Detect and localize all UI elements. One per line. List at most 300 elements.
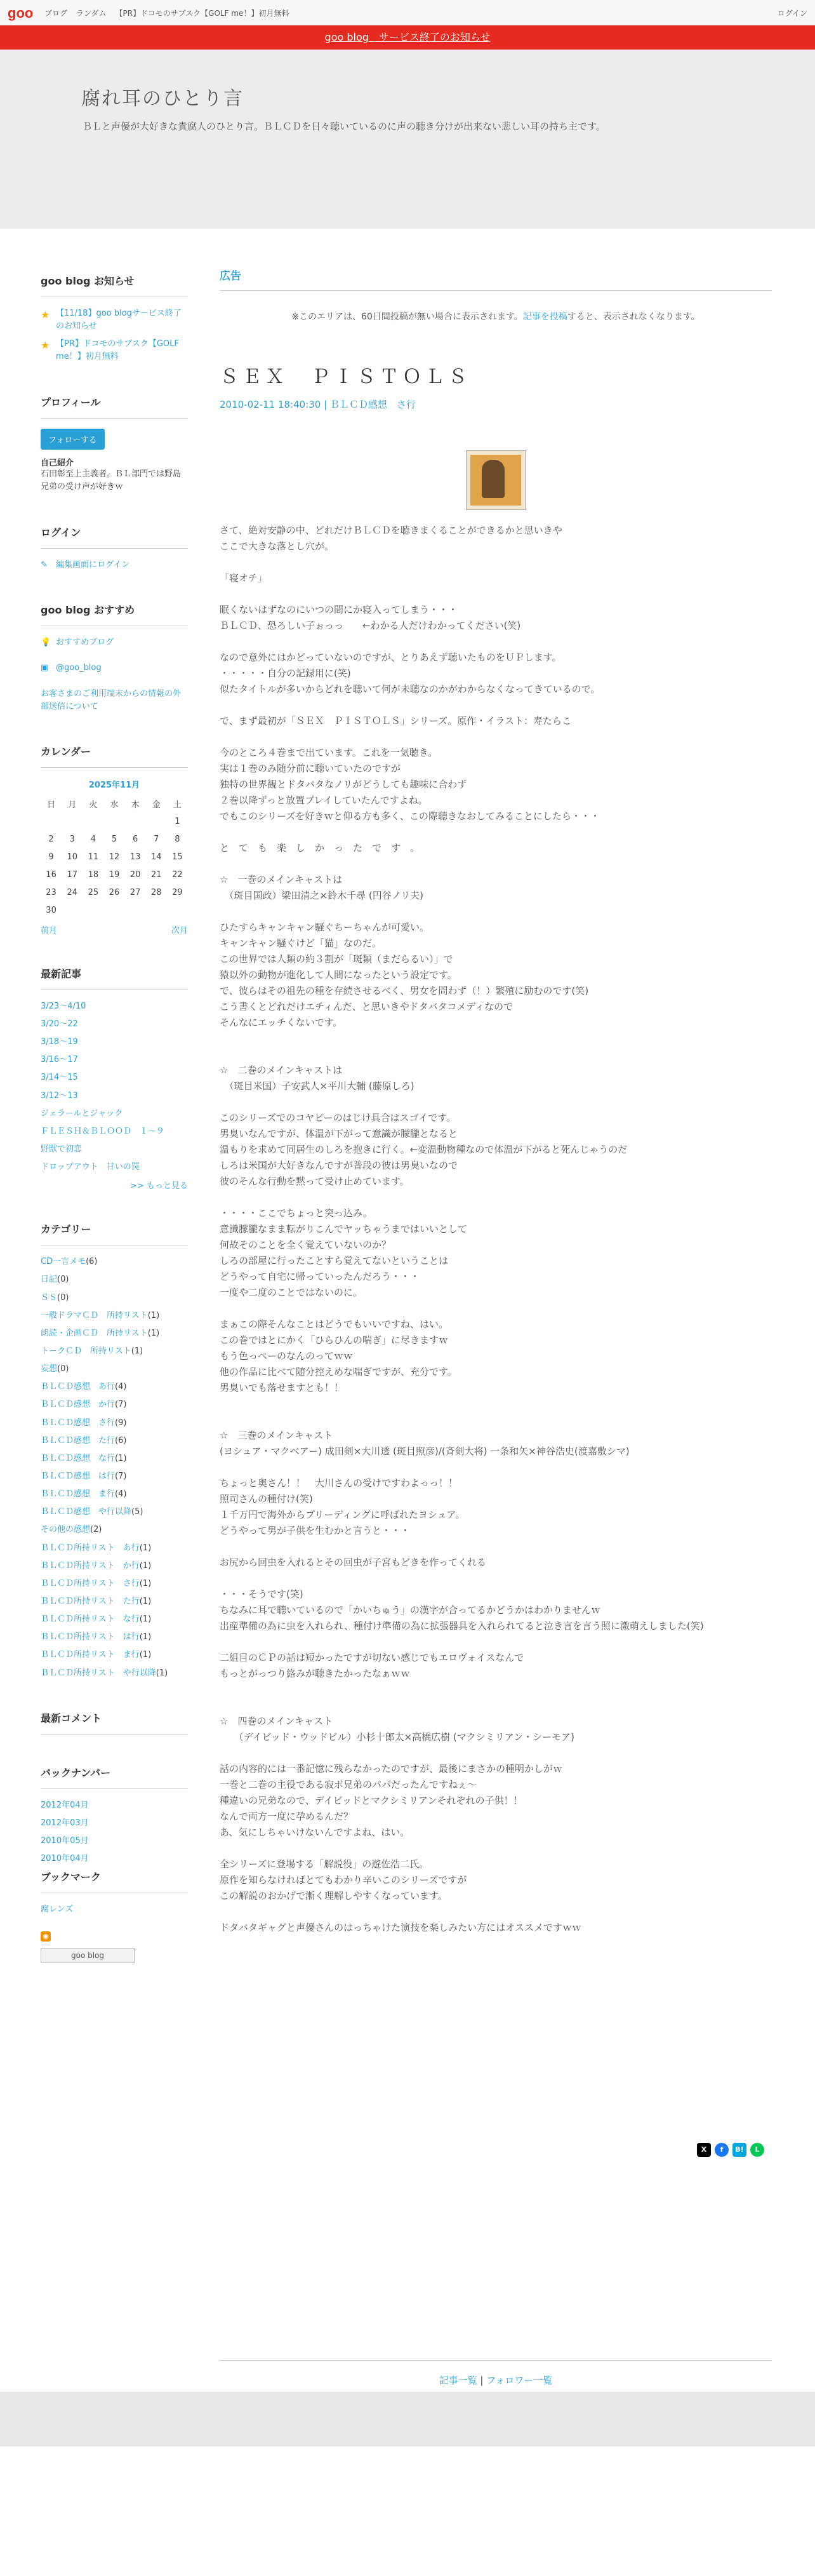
category-count: (2) xyxy=(90,1525,102,1535)
entry-title[interactable]: ＳＥＸ ＰＩＳＴＯＬＳ xyxy=(220,366,471,388)
category-name[interactable]: ＢＬＣＤ感想 な行 xyxy=(41,1453,116,1463)
calendar-day: 2 xyxy=(48,835,54,845)
calendar-day: 29 xyxy=(172,888,183,898)
global-topbar xyxy=(0,0,815,25)
sidebar-notice-heading: goo blog お知らせ xyxy=(41,273,188,297)
calendar-week xyxy=(41,902,188,920)
category-name[interactable]: ＢＬＣＤ所持リスト さ行 xyxy=(41,1578,140,1588)
entry-body-line: ☆ 一巻のメインキャストは xyxy=(220,874,343,885)
notice-item[interactable] xyxy=(41,307,188,333)
category-item[interactable] xyxy=(41,1578,188,1590)
entry-body-line xyxy=(220,1682,772,1698)
category-count: (1) xyxy=(147,1328,160,1338)
calendar-day: 4 xyxy=(90,835,96,845)
entry-body-line xyxy=(220,1301,772,1317)
profile-text: 石田彰至上主義者。ＢＬ部門では野島兄弟の受け声が好きｗ xyxy=(41,469,182,492)
entry-footer-nav xyxy=(220,2360,772,2387)
entry-body-line xyxy=(220,1539,772,1555)
category-count: (9) xyxy=(115,1418,127,1428)
category-item[interactable] xyxy=(41,1292,188,1305)
calendar-weekday: 火 xyxy=(89,800,98,810)
entry-body-line xyxy=(220,1571,772,1587)
entry-body-line: ・・・・・自分の記録用に(笑) xyxy=(220,667,351,679)
entry-body-line: 今のところ４巻まで出ています。これを一気聴き。 xyxy=(220,747,438,758)
entry-body-line xyxy=(220,634,772,650)
category-count: (1) xyxy=(147,1310,160,1320)
backnumber-link[interactable]: 2010年05月 xyxy=(41,1835,89,1846)
category-item[interactable] xyxy=(41,1435,188,1447)
sidebar-notice xyxy=(41,273,188,364)
entry-body-line: このシリーズでのコヤピーのはじけ具合はスゴイです。 xyxy=(220,1112,456,1124)
calendar-day: 24 xyxy=(67,888,77,898)
category-count: (4) xyxy=(115,1382,127,1392)
entry-body-line: 意識朦朧なまま転がりこんでヤッちゃうまではいいとして xyxy=(220,1223,468,1235)
category-count: (7) xyxy=(115,1400,127,1410)
category-item[interactable] xyxy=(41,1560,188,1573)
topbar-link[interactable]: ブログ xyxy=(44,9,68,18)
category-item[interactable] xyxy=(41,1488,188,1501)
calendar-day: 17 xyxy=(67,870,77,880)
entry-body-line xyxy=(220,1904,772,1920)
backnumber-link[interactable]: 2012年04月 xyxy=(41,1800,89,1810)
bookmark-link[interactable]: 腐レンズ xyxy=(41,1904,74,1914)
topbar-link[interactable]: ランダム xyxy=(76,9,107,18)
calendar-day: 23 xyxy=(46,888,56,898)
calendar-day xyxy=(62,813,83,831)
calendar-weekday: 土 xyxy=(173,800,182,810)
entry-body-line: 二組目のＣＰの話は短かったですが切ない感じでもエロヴォイスなんで xyxy=(220,1652,524,1663)
entry-body-line: ☆ 二巻のメインキャストは xyxy=(220,1064,343,1076)
calendar-day xyxy=(83,813,103,831)
sidebar-comments xyxy=(41,1710,188,1734)
recommend-note-link[interactable]: お客さまのご利用端末からの情報の外部送信について xyxy=(41,688,182,711)
entry-body-line xyxy=(220,1190,772,1205)
entry-body-line: 他の作品に比べて随分控えめな喘ぎですが、充分です。 xyxy=(220,1366,457,1378)
entry-body-line: ☆ 三巻のメインキャスト xyxy=(220,1430,333,1441)
entry-body-line: もっとがっつり絡みが聴きたかったなぁｗｗ xyxy=(220,1668,411,1679)
calendar-day: 6 xyxy=(132,835,138,845)
category-name[interactable]: その他の感想 xyxy=(41,1525,91,1535)
sidebar-bookmark-heading: ブックマーク xyxy=(41,1869,188,1893)
cd-cover-figure xyxy=(482,460,505,498)
category-name[interactable]: CD一言メモ xyxy=(41,1257,86,1267)
follower-list-link[interactable]: フォロワー一覧 xyxy=(486,2375,553,2386)
sidebar-backnumber-heading: バックナンバー xyxy=(41,1765,188,1789)
sidebar-backnumber xyxy=(41,1765,188,1864)
recent-more-link[interactable]: >> もっと見る xyxy=(130,1181,188,1191)
recent-article-link[interactable]: 3/18～19 xyxy=(41,1037,78,1047)
calendar-prev-link[interactable]: 前月 xyxy=(41,925,58,936)
category-item[interactable] xyxy=(41,1667,188,1680)
entry-body-line: 眠くないはずなのにいつの間にか寝入ってしまう・・・ xyxy=(220,604,458,615)
entry-body-line: しろは米国が大好きなんですが普段の彼は男臭いなので xyxy=(220,1160,458,1171)
entry-body-line: こう書くとどれだけエチィんだ、と思いきやドタバタコメディなので xyxy=(220,1001,514,1012)
calendar-day xyxy=(146,813,167,831)
goo-blog-badge[interactable]: goo blog xyxy=(41,1948,135,1963)
category-name[interactable]: ＢＬＣＤ感想 た行 xyxy=(41,1435,116,1446)
service-notice-banner[interactable] xyxy=(0,25,815,50)
sidebar-login-heading: ログイン xyxy=(41,525,188,549)
sidebar-recommend-heading: goo blog おすすめ xyxy=(41,602,188,626)
calendar-day: 21 xyxy=(151,870,162,880)
calendar-day: 7 xyxy=(154,835,159,845)
category-name[interactable]: ＢＬＣＤ所持リスト か行 xyxy=(41,1560,140,1571)
recent-article-link[interactable]: 3/20～22 xyxy=(41,1019,78,1029)
calendar-next-link[interactable]: 次月 xyxy=(171,925,188,936)
category-name[interactable]: ＢＬＣＤ所持リスト た行 xyxy=(41,1596,140,1606)
entry-body-line: で、まず最初が「ＳＥＸ ＰＩＳＴＯＬＳ」シリーズ。原作・イラスト：寿たらこ xyxy=(220,715,571,727)
entry-body-line: （斑目国政）梁田清之×鈴木千尋 (円谷ノリ夫) xyxy=(220,890,423,901)
category-item[interactable] xyxy=(41,1470,188,1483)
topbar-links xyxy=(44,8,298,18)
follow-button[interactable]: フォローする xyxy=(41,429,105,450)
entry-body-line: 何故そのことを全く覚えていないのか？ xyxy=(220,1239,392,1251)
calendar-day: 27 xyxy=(129,888,141,898)
entry-body-line: キャンキャン騒ぐけど「猫」なのだ。 xyxy=(220,937,382,949)
blog-header xyxy=(0,50,815,229)
entry-body-line: 実は１巻のみ随分前に聴いていたのですが xyxy=(220,763,401,774)
entry-body-line: あ、気にしちゃいけないんですよね、はい。 xyxy=(220,1827,410,1838)
category-name[interactable]: 朗読・企画ＣＤ 所持リスト xyxy=(41,1328,148,1338)
blog-title[interactable]: 腐れ耳のひとり言 xyxy=(81,88,244,110)
ad-text-after: すると、表示されなくなります。 xyxy=(567,312,700,322)
entry-body-line xyxy=(220,1745,772,1761)
entry-body-line: この巻ではとにかく「ひらひんの喘ぎ」に尽きますｗ xyxy=(220,1334,449,1346)
login-link-label[interactable]: 編集画面にログイン xyxy=(56,560,130,570)
recommend-item[interactable] xyxy=(41,662,188,674)
pencil-icon: ✎ xyxy=(41,560,48,570)
entry-body-line: なので意外にはかどっていないのですが、とりあえず聴いたものをＵＰします。 xyxy=(220,652,562,663)
category-name[interactable]: トークＣＤ 所持リスト xyxy=(41,1346,131,1356)
category-count: (1) xyxy=(139,1578,152,1588)
star-icon: ★ xyxy=(41,339,50,352)
category-count: (1) xyxy=(115,1453,127,1463)
entry-body-line: 男臭いなんですが、体温が下がって意識が朦朧となると xyxy=(220,1128,458,1139)
category-count: (1) xyxy=(131,1346,143,1356)
sidebar-categories xyxy=(41,1221,188,1679)
main-content xyxy=(220,267,772,1936)
post-article-link[interactable]: 記事を投稿 xyxy=(522,312,567,322)
recent-article-link[interactable]: 3/14～15 xyxy=(41,1073,78,1083)
entry-body-line: 似たタイトルが多いからどれを聴いて何が未聴なのかがわからなくなってきているので。 xyxy=(220,683,600,695)
service-notice-link[interactable]: goo blog サービス終了のお知らせ xyxy=(324,31,491,43)
entry-body-line: 男臭いでも落せますとも！！ xyxy=(220,1382,344,1393)
category-item[interactable] xyxy=(41,1542,188,1555)
calendar-day xyxy=(125,902,146,920)
category-count: (6) xyxy=(86,1257,98,1267)
category-name[interactable]: 日記 xyxy=(41,1275,58,1285)
blog-description: ＢＬと声優が大好きな貴腐人のひとり言。ＢＬＣＤを日々聴いているのに声の聴き分けが出来ない悲しい耳の持ち主です。 xyxy=(83,121,606,132)
entry-body-line: 猿以外の動物が進化して人間になったという設定です。 xyxy=(220,969,457,981)
calendar-day: 28 xyxy=(151,888,162,898)
entry-body-line: ドタバタギャグと声優さんのはっちゃけた演技を楽しみたい方にはオススメですｗｗ xyxy=(220,1922,582,1933)
sidebar-calendar xyxy=(41,744,188,936)
category-name[interactable]: ＢＬＣＤ感想 ま行 xyxy=(41,1489,116,1499)
category-name[interactable]: ＳＳ xyxy=(41,1292,58,1303)
entry-category-link[interactable]: ＢＬＣＤ感想 さ行 xyxy=(329,399,416,410)
calendar-day: 19 xyxy=(109,870,120,880)
entry-body-line: どうやって自宅に帰っていったんだろう・・・ xyxy=(220,1271,420,1282)
category-name[interactable]: 妄想 xyxy=(41,1364,58,1374)
rss-icon[interactable]: ◉ xyxy=(41,1931,51,1942)
x-share-icon[interactable]: X xyxy=(697,2143,711,2157)
notice-item-label[interactable]: 【11/18】goo blogサービス終了のお知らせ xyxy=(56,309,182,332)
recent-article-link[interactable]: 3/12～13 xyxy=(41,1090,78,1101)
category-item[interactable] xyxy=(41,1417,188,1430)
calendar-day xyxy=(103,902,124,920)
ad-text-before: ※このエリアは、60日間投稿が無い場合に表示されます。 xyxy=(291,312,523,322)
entry-body-line: で、彼らはその祖先の種を存続させるべく、男女を問わず（！）繁殖に励むのです(笑) xyxy=(220,985,589,996)
topbar-login-link[interactable]: ログイン xyxy=(777,9,807,18)
entry-body-line xyxy=(220,1094,772,1110)
calendar-day: 1 xyxy=(175,817,180,827)
entry-body-line: ちなみに耳で聴いているので「かいちゅう」の漢字が合ってるかどうかはわかりませんｗ xyxy=(220,1604,601,1616)
cd-cover-image[interactable] xyxy=(466,450,526,510)
calendar-day: 11 xyxy=(88,852,99,862)
category-item[interactable] xyxy=(41,1524,188,1536)
calendar-day: 9 xyxy=(48,852,54,862)
category-item[interactable] xyxy=(41,1256,188,1268)
twitter-icon: ▣ xyxy=(41,663,49,673)
category-count: (4) xyxy=(115,1489,127,1499)
calendar-month[interactable]: 2025年11月 xyxy=(88,780,140,790)
share-buttons xyxy=(697,2143,764,2157)
calendar-weekday: 日 xyxy=(47,800,56,810)
sidebar xyxy=(41,273,188,1994)
entry-body-line xyxy=(220,856,772,872)
entry-date: 2010-02-11 18:40:30 xyxy=(220,399,321,410)
entry-body-line: ひたすらキャンキャン騒ぐちーちゃんが可愛い。 xyxy=(220,922,430,933)
calendar-day xyxy=(62,902,83,920)
entry-body-line: 種違いの兄弟なので、デイビッドとマクシミリアンそれぞれの子供！！ xyxy=(220,1795,523,1806)
profile-label: 自己紹介 xyxy=(41,458,74,468)
category-name[interactable]: ＢＬＣＤ感想 は行 xyxy=(41,1471,116,1481)
category-count: (1) xyxy=(139,1614,152,1625)
entry-body-line: でもこのシリーズを好きｗと仰る方も多く、この際聴きなおしてみることにしたら・・・ xyxy=(220,810,600,822)
sidebar-login xyxy=(41,525,188,572)
calendar-day: 8 xyxy=(175,835,180,845)
entry-body-line xyxy=(220,1841,772,1856)
calendar-day: 12 xyxy=(109,852,120,862)
article-list-link[interactable]: 記事一覧 xyxy=(439,2375,477,2386)
category-item[interactable] xyxy=(41,1399,188,1411)
entry-body-line xyxy=(220,1698,772,1714)
category-count: (1) xyxy=(139,1632,152,1642)
calendar-day: 22 xyxy=(172,870,183,880)
entry-body-line: ・・・そうです(笑) xyxy=(220,1588,303,1600)
category-item[interactable] xyxy=(41,1310,188,1322)
entry-body-line: ＢＬＣＤ、恐ろしい子ぉっっ ←わかる人だけわかってください(笑) xyxy=(220,620,521,631)
entry-body-line: （斑目米国）子安武人×平川大輔 (藤原しろ) xyxy=(220,1080,414,1092)
entry-body-line: しろの部屋に行ったことすら覚えてないということは xyxy=(220,1255,449,1266)
backnumber-link[interactable]: 2012年03月 xyxy=(41,1818,89,1828)
category-name[interactable]: ＢＬＣＤ感想 あ行 xyxy=(41,1382,116,1392)
entry-body-line: １千万円で海外からブリーディングに呼ばれたヨシュア。 xyxy=(220,1509,465,1520)
line-share-icon[interactable]: L xyxy=(750,2143,764,2157)
category-count: (5) xyxy=(131,1507,143,1517)
hatena-share-icon[interactable]: B! xyxy=(732,2143,746,2157)
category-count: (1) xyxy=(139,1543,152,1553)
entry-body-line: この世界では人類の約３割が「斑類（まだらるい）」で xyxy=(220,953,453,965)
recent-article-link[interactable]: 野獣で初恋 xyxy=(41,1144,83,1154)
category-name[interactable]: 一般ドラマＣＤ 所持リスト xyxy=(41,1310,148,1320)
calendar-day: 14 xyxy=(151,852,162,862)
entry-body-line: ここで大きな落とし穴が。 xyxy=(220,540,335,552)
category-item[interactable] xyxy=(41,1363,188,1376)
recommend-item[interactable] xyxy=(41,636,188,649)
category-item[interactable] xyxy=(41,1613,188,1626)
calendar-table xyxy=(41,795,188,920)
calendar-weekday: 水 xyxy=(110,800,119,810)
category-name[interactable]: ＢＬＣＤ所持リスト あ行 xyxy=(41,1543,140,1553)
category-count: (1) xyxy=(139,1596,152,1606)
category-item[interactable] xyxy=(41,1649,188,1661)
calendar-weekday: 木 xyxy=(131,800,140,810)
sidebar-calendar-heading: カレンダー xyxy=(41,744,188,768)
entry-body-line: 原作を知らなければとてもわかり辛いこのシリーズですが xyxy=(220,1874,467,1886)
category-count: (0) xyxy=(57,1364,69,1374)
entry-body-line: どうやって男が子供を生むかと言うと・・・ xyxy=(220,1525,411,1536)
category-count: (1) xyxy=(139,1650,152,1660)
entry-body-line: ☆ 四巻のメインキャスト xyxy=(220,1715,333,1727)
entry-body-line: 彼のそんな行動を黙って受け止めています。 xyxy=(220,1176,409,1187)
category-item[interactable] xyxy=(41,1506,188,1519)
calendar-week xyxy=(41,849,188,866)
entry-body-line: (ヨシュア・マクベアー) 成田剣×大川透 (斑目照彦)/(斉剣大将) 一条和矢×神谷浩史(渡嘉敷シマ) xyxy=(220,1446,630,1457)
calendar-week xyxy=(41,866,188,884)
calendar-day: 5 xyxy=(111,835,117,845)
recommend-item-label[interactable]: おすすめブログ xyxy=(56,638,114,648)
category-count: (1) xyxy=(156,1668,168,1678)
entry-body-line xyxy=(220,1634,772,1650)
ad-notice xyxy=(220,310,772,323)
entry-body-line xyxy=(220,586,772,602)
category-count: (0) xyxy=(57,1275,69,1285)
entry-body-line: 出産準備の為に虫を入れられ、種付け準備の為に拡張器具を入れられてると泣き言を言う照に激萌えしました(笑) xyxy=(220,1620,704,1632)
entry-body-line: ちょっと奥さん！！ 大川さんの受けですわよっっ！！ xyxy=(220,1477,458,1489)
entry-body-line xyxy=(220,1047,772,1063)
entry-body-line: 一巻と二巻の主役である寂ボ兄弟のパパだったんですねぇ～ xyxy=(220,1779,477,1790)
sidebar-profile xyxy=(41,394,188,495)
category-count: (7) xyxy=(115,1471,127,1481)
category-count: (6) xyxy=(115,1435,127,1446)
entry-body-line: 一度や二度のことではないのに。 xyxy=(220,1287,363,1298)
entry-meta: 2010-02-11 18:40:30 | ＢＬＣＤ感想 さ行 xyxy=(220,399,416,410)
category-item[interactable] xyxy=(41,1273,188,1286)
category-item[interactable] xyxy=(41,1452,188,1465)
sidebar-comments-heading: 最新コメント xyxy=(41,1710,188,1734)
category-item[interactable] xyxy=(41,1381,188,1393)
calendar-day: 30 xyxy=(46,906,56,916)
entry-body-line: ・・・・ここでちょっと突っ込み。 xyxy=(220,1207,373,1219)
backnumber-link[interactable]: 2010年04月 xyxy=(41,1854,89,1864)
calendar-day: 18 xyxy=(88,870,99,880)
category-name[interactable]: ＢＬＣＤ所持リスト は行 xyxy=(41,1632,140,1642)
facebook-share-icon[interactable]: f xyxy=(715,2143,729,2157)
entry-body-line: この解説のおかげで漸く理解しやすくなっています。 xyxy=(220,1890,447,1902)
entry-body-line: と て も 楽 し か っ た で す 。 xyxy=(220,842,420,854)
entry-body-line: なんで両方一度に孕めるんだ？ xyxy=(220,1811,354,1822)
notice-item[interactable] xyxy=(41,338,188,363)
recent-article-link[interactable]: ジェラールとジャック xyxy=(41,1108,123,1118)
category-name[interactable]: ＢＬＣＤ感想 さ行 xyxy=(41,1418,116,1428)
calendar-day: 15 xyxy=(172,852,183,862)
category-name[interactable]: ＢＬＣＤ所持リスト や行以降 xyxy=(41,1668,156,1678)
entry-body-line: 全シリーズに登場する「解説役」の遊佐浩二氏。 xyxy=(220,1858,429,1870)
sidebar-recommend xyxy=(41,602,188,713)
ad-heading: 広告 xyxy=(220,267,772,291)
calendar-day: 13 xyxy=(129,852,141,862)
calendar-day: 16 xyxy=(46,870,56,880)
calendar-week xyxy=(41,884,188,902)
entry-body-line xyxy=(220,1459,772,1475)
lightbulb-icon: 💡 xyxy=(41,638,51,648)
entry-body-line: （デイビッド・ウッドビル）小杉十郎太×高橋広樹 (マクシミリアン・シーモア) xyxy=(220,1731,574,1743)
calendar-day xyxy=(167,902,188,920)
calendar-weekday: 月 xyxy=(68,800,77,810)
entry-body-line xyxy=(220,824,772,840)
entry-body xyxy=(220,523,772,1936)
entry-body-line xyxy=(220,729,772,745)
category-count: (0) xyxy=(57,1292,69,1303)
calendar-day xyxy=(146,902,167,920)
calendar-day: 25 xyxy=(88,888,99,898)
entry-body-line: もう色っぺーのなんのってｗｗ xyxy=(220,1350,353,1362)
topbar-link[interactable]: 【PR】ドコモのサブスク【GOLF me！】初月無料 xyxy=(115,9,289,18)
entry-body-line: さて、絶対安静の中、どれだけＢＬＣＤを聴きまくることができるかと思いきや xyxy=(220,525,562,536)
star-icon: ★ xyxy=(41,309,50,321)
entry-body-line: 照司さんの種付け(笑) xyxy=(220,1493,313,1505)
entry-body-line: 話の内容的には一番記憶に残らなかったのですが、最後にまさかの種明かしがｗ xyxy=(220,1763,563,1774)
recent-article-link[interactable]: 3/23～4/10 xyxy=(41,1001,86,1011)
category-name[interactable]: ＢＬＣＤ感想 か行 xyxy=(41,1400,116,1410)
recent-article-link[interactable]: 3/16～17 xyxy=(41,1055,78,1065)
category-item[interactable] xyxy=(41,1345,188,1358)
sidebar-profile-heading: プロフィール xyxy=(41,394,188,419)
login-link[interactable] xyxy=(41,559,188,572)
category-item[interactable] xyxy=(41,1327,188,1340)
entry-body-line: ２巻以降ずっと放置プレイしていたんですよね。 xyxy=(220,795,428,806)
sidebar-category-heading: カテゴリー xyxy=(41,1221,188,1245)
category-count: (1) xyxy=(139,1560,152,1571)
category-item[interactable] xyxy=(41,1595,188,1608)
calendar-day xyxy=(125,813,146,831)
category-name[interactable]: ＢＬＣＤ所持リスト な行 xyxy=(41,1614,140,1625)
entry-body-line xyxy=(220,904,772,920)
entry-body-line: そんなにエッチくないです。 xyxy=(220,1017,343,1028)
category-name[interactable]: ＢＬＣＤ感想 や行以降 xyxy=(41,1507,132,1517)
entry-body-line: お尻から回虫を入れるとその回虫が子宮もどきを作ってくれる xyxy=(220,1557,487,1568)
recommend-item-label[interactable]: @goo_blog xyxy=(56,663,102,673)
entry-body-line xyxy=(220,1412,772,1428)
calendar-week xyxy=(41,831,188,849)
footer-separator: | xyxy=(477,2375,487,2386)
entry-body-line: 独特の世界観とドタバタなノリがどうしても趣味に合わず xyxy=(220,779,467,790)
recent-article-link[interactable]: ドロップアウト 甘いの罠 xyxy=(41,1162,140,1172)
category-name[interactable]: ＢＬＣＤ所持リスト ま行 xyxy=(41,1650,140,1660)
entry-body-line: まぁこの際そんなことはどうでもいいですね、はい。 xyxy=(220,1318,449,1330)
category-item[interactable] xyxy=(41,1631,188,1644)
goo-logo[interactable]: goo xyxy=(8,5,34,21)
notice-item-label[interactable]: 【PR】ドコモのサブスク【GOLF me！】初月無料 xyxy=(56,339,179,362)
recent-article-link[interactable]: ＦＬＥＳＨ＆ＢＬＯＯＤ １～９ xyxy=(41,1126,165,1136)
calendar-day: 20 xyxy=(129,870,141,880)
calendar-day: 26 xyxy=(109,888,120,898)
calendar-day xyxy=(83,902,103,920)
entry-body-line xyxy=(220,1396,772,1412)
calendar-day xyxy=(41,813,62,831)
calendar-day: 3 xyxy=(69,835,75,845)
